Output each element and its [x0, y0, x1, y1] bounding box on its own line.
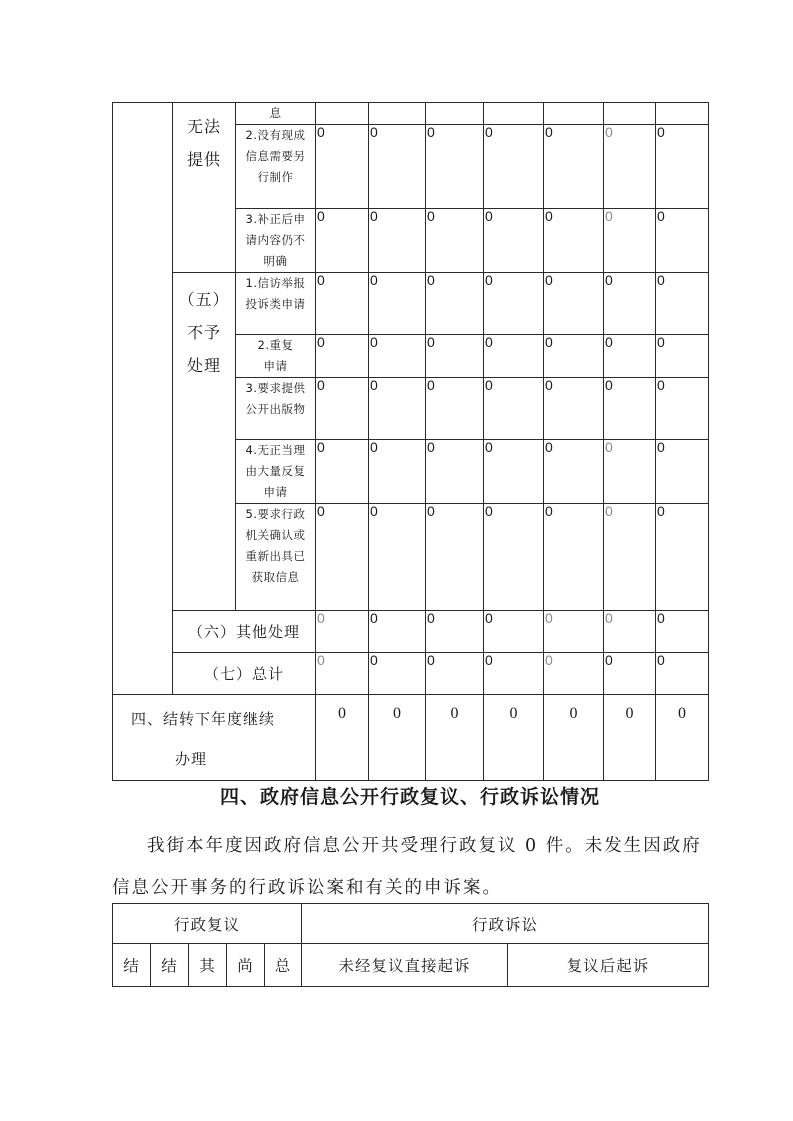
- value-cell: 0: [604, 653, 656, 695]
- value-cell: 0: [604, 209, 656, 273]
- value-cell: 0: [484, 653, 544, 695]
- litigation-sub-direct: 未经复议直接起诉: [302, 944, 508, 987]
- value-cell: 0: [316, 335, 369, 378]
- carryover-label: [113, 695, 316, 781]
- row-label: 3.补正后申请内容仍不明确: [236, 209, 316, 273]
- value-cell: 0: [426, 611, 484, 653]
- review-litigation-table: [112, 903, 709, 987]
- review-col-header: 其: [189, 944, 227, 987]
- value-cell: 0: [484, 504, 544, 611]
- value-cell: 0: [316, 125, 369, 209]
- group4-label-line1: 无法: [186, 117, 221, 136]
- value-cell: 0: [426, 378, 484, 440]
- value-cell: 0: [369, 653, 426, 695]
- value-cell: 0: [369, 273, 426, 335]
- value-cell: 0: [369, 125, 426, 209]
- value-cell: 0: [484, 611, 544, 653]
- value-cell: 0: [484, 209, 544, 273]
- value-cell: 0: [316, 653, 369, 695]
- carryover-label-line2: 办理: [175, 750, 208, 768]
- value-cell: 0: [544, 273, 604, 335]
- value-cell: 0: [426, 440, 484, 504]
- row-label: 2.重复申请: [236, 335, 316, 378]
- value-cell: 0: [656, 273, 709, 335]
- value-cell: [484, 103, 544, 125]
- statistics-table: [112, 102, 709, 781]
- value-cell: 0: [544, 440, 604, 504]
- value-cell: 0: [604, 125, 656, 209]
- row-label-total: （七）总计: [173, 653, 316, 695]
- value-cell: 0: [544, 611, 604, 653]
- review-col-header: 总: [265, 944, 302, 987]
- value-cell: 0: [484, 440, 544, 504]
- value-cell: 0: [604, 378, 656, 440]
- value-cell: 0: [604, 611, 656, 653]
- value-cell: 0: [656, 504, 709, 611]
- value-cell: 0: [426, 653, 484, 695]
- row-label: 5.要求行政机关确认或重新出具已获取信息: [236, 504, 316, 611]
- value-cell: 0: [656, 440, 709, 504]
- value-cell: 0: [426, 209, 484, 273]
- value-cell: 0: [544, 209, 604, 273]
- row-label: 2.没有现成信息需要另行制作: [236, 125, 316, 209]
- value-cell: 0: [316, 273, 369, 335]
- outer-blank-cell: [113, 103, 173, 695]
- value-cell: 0: [656, 378, 709, 440]
- value-cell: 0: [316, 440, 369, 504]
- section-paragraph: 我街本年度因政府信息公开共受理行政复议 0 件。未发生因政府信息公开事务的行政诉讼案和有关的申诉案。: [112, 836, 702, 898]
- group4-label: [173, 103, 236, 273]
- row-label: 息: [236, 103, 316, 125]
- value-cell: [604, 103, 656, 125]
- value-cell: 0: [544, 335, 604, 378]
- value-cell: 0: [426, 504, 484, 611]
- row-label: 3.要求提供公开出版物: [236, 378, 316, 440]
- review-col-header: 结: [113, 944, 151, 987]
- value-cell: 0: [316, 378, 369, 440]
- carryover-value: 0: [426, 695, 484, 781]
- group4-label-line2: 提供: [186, 150, 221, 169]
- carryover-value: 0: [656, 695, 709, 781]
- value-cell: 0: [369, 440, 426, 504]
- row-label: 1.信访举报投诉类申请: [236, 273, 316, 335]
- value-cell: 0: [369, 504, 426, 611]
- group5-label-line2: 不予: [186, 323, 221, 342]
- review-col-header: 尚: [227, 944, 265, 987]
- value-cell: [369, 103, 426, 125]
- review-col-header: 结: [151, 944, 189, 987]
- value-cell: 0: [656, 611, 709, 653]
- value-cell: 0: [316, 611, 369, 653]
- value-cell: [426, 103, 484, 125]
- value-cell: 0: [369, 378, 426, 440]
- value-cell: 0: [369, 209, 426, 273]
- carryover-value: 0: [544, 695, 604, 781]
- value-cell: [316, 103, 369, 125]
- value-cell: 0: [426, 335, 484, 378]
- value-cell: [656, 103, 709, 125]
- value-cell: 0: [426, 273, 484, 335]
- value-cell: 0: [604, 273, 656, 335]
- header-review: 行政复议: [113, 904, 302, 944]
- value-cell: 0: [544, 378, 604, 440]
- carryover-value: 0: [316, 695, 369, 781]
- group5-label-line3: 处理: [186, 356, 221, 375]
- header-litigation: 行政诉讼: [302, 904, 709, 944]
- value-cell: 0: [604, 504, 656, 611]
- carryover-value: 0: [604, 695, 656, 781]
- value-cell: 0: [369, 335, 426, 378]
- value-cell: 0: [656, 125, 709, 209]
- value-cell: 0: [544, 125, 604, 209]
- row-label: 4.无正当理由大量反复申请: [236, 440, 316, 504]
- section-heading: 四、政府信息公开行政复议、行政诉讼情况: [219, 786, 600, 808]
- carryover-value: 0: [369, 695, 426, 781]
- value-cell: 0: [316, 504, 369, 611]
- value-cell: 0: [656, 209, 709, 273]
- value-cell: 0: [484, 335, 544, 378]
- value-cell: 0: [656, 335, 709, 378]
- value-cell: 0: [544, 653, 604, 695]
- value-cell: 0: [484, 378, 544, 440]
- group5-label: [173, 273, 236, 611]
- value-cell: 0: [369, 611, 426, 653]
- value-cell: 0: [656, 653, 709, 695]
- value-cell: 0: [604, 440, 656, 504]
- group5-label-line1: （五）: [178, 290, 230, 309]
- carryover-label-line1: 四、结转下年度继续: [131, 710, 276, 728]
- value-cell: 0: [316, 209, 369, 273]
- value-cell: [544, 103, 604, 125]
- litigation-sub-after-review: 复议后起诉: [508, 944, 709, 987]
- row-label-other: （六）其他处理: [173, 611, 316, 653]
- value-cell: 0: [604, 335, 656, 378]
- value-cell: 0: [426, 125, 484, 209]
- value-cell: 0: [484, 273, 544, 335]
- value-cell: 0: [484, 125, 544, 209]
- carryover-value: 0: [484, 695, 544, 781]
- value-cell: 0: [544, 504, 604, 611]
